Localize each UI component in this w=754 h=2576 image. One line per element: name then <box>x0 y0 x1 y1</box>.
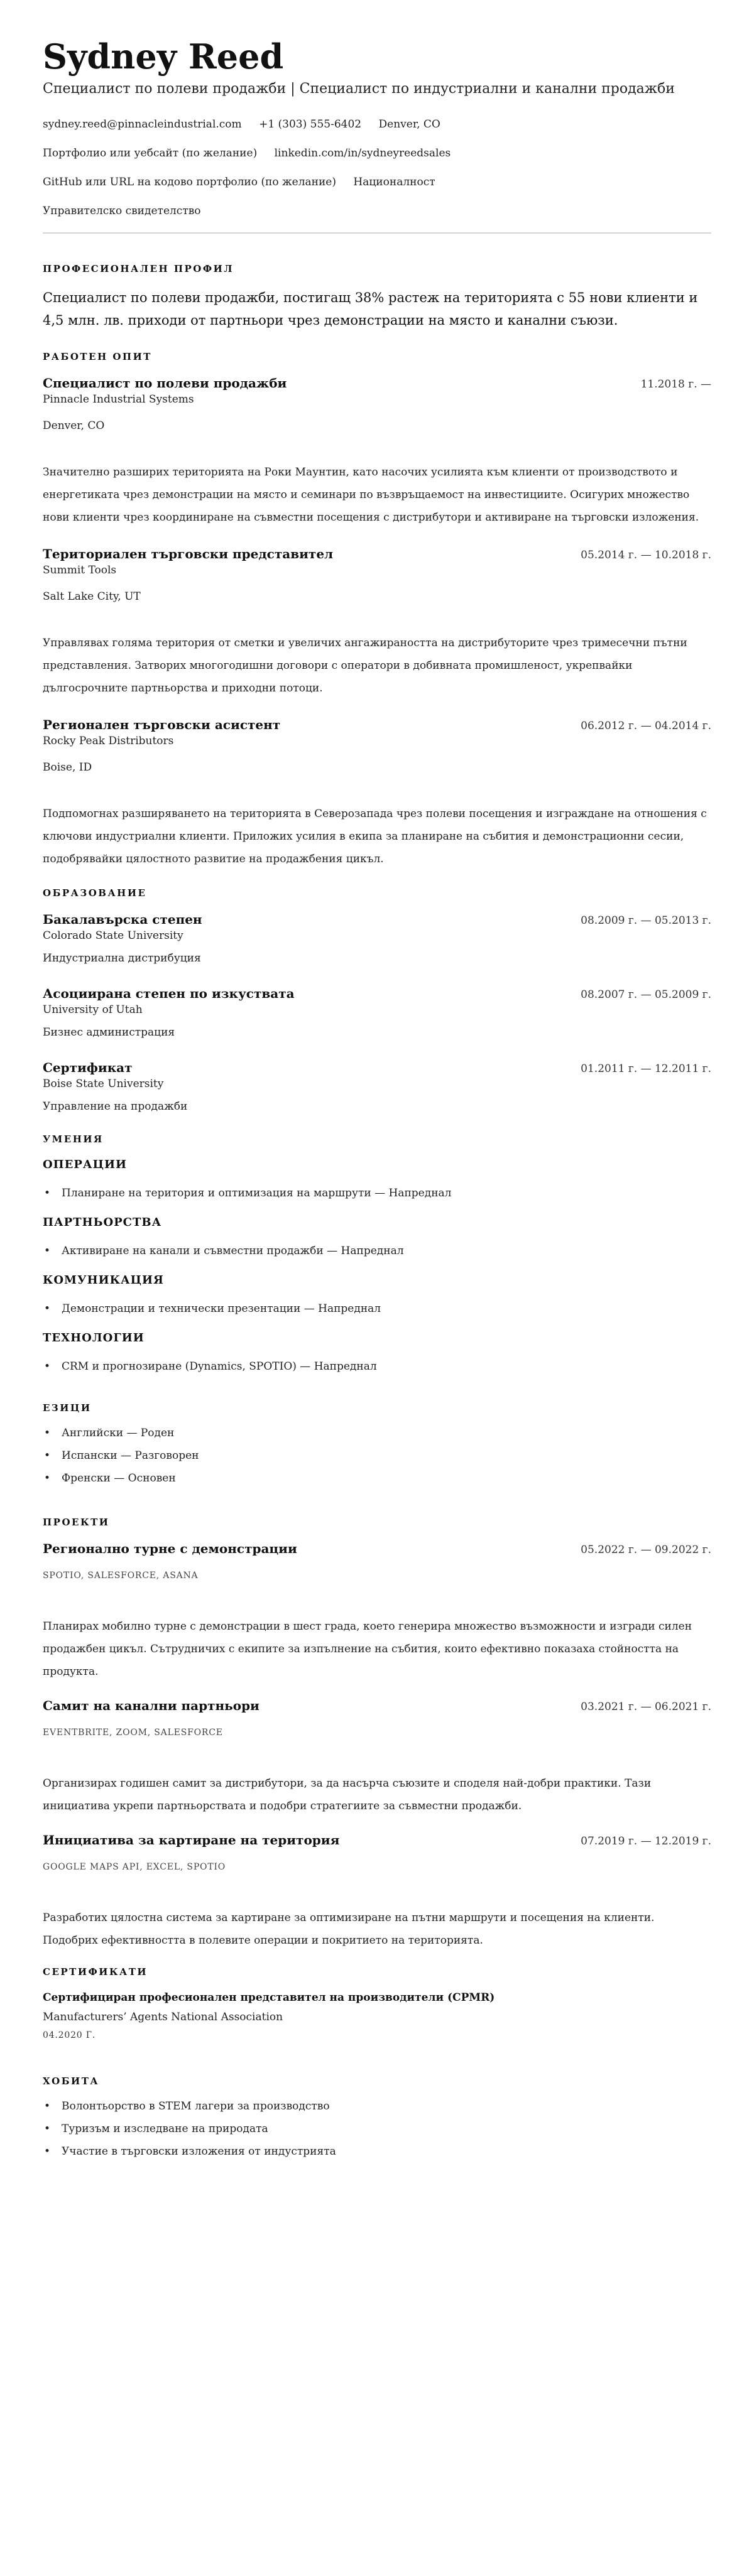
entry-header <box>43 985 711 1002</box>
company-name: Rocky Peak Distributors <box>43 735 174 747</box>
hobby-list <box>43 2099 711 2159</box>
language-list <box>43 1426 711 1486</box>
skill-group-title: ПАРТНЬОРСТВА <box>43 1216 162 1229</box>
section-title: ЕЗИЦИ <box>43 1402 92 1414</box>
skill-group-title: ОПЕРАЦИИ <box>43 1158 127 1171</box>
section-title: УМЕНИЯ <box>43 1134 104 1145</box>
skill-list <box>43 1186 711 1201</box>
degree-title: Бакалавърска степен <box>43 912 202 927</box>
project-description: Разработих цялостна система за картиране за оптимизиране на пътни маршрути и посещения на клиенти. Подобрих ефективността в полевите операции и покритието на територията. <box>43 1912 655 1947</box>
job-description: Подпомогнах разширяването на територията в Северозапада чрез полеви посещения и изграждане на отношения с ключови индустриални клиенти. Приложих усилия в екипа за планиране на събития и демонстрационни сесии, подобрявайки цялостното развитие на продажбения цикъл. <box>43 808 707 865</box>
experience-entry <box>43 545 711 700</box>
job-title: Териториален търговски представител <box>43 546 334 561</box>
candidate-headline: Специалист по полеви продажби | Специалист по индустриални и канални продажби <box>43 81 675 97</box>
language-item: • Испански — Разговорен <box>43 1448 711 1463</box>
skill-list <box>43 1301 711 1316</box>
skill-group-operations <box>43 1157 711 1201</box>
entry-header <box>43 716 711 733</box>
language-item: • Английски — Роден <box>43 1426 711 1441</box>
section-projects <box>43 1516 711 1952</box>
school-name: Boise State University <box>43 1078 164 1090</box>
hobby-item: • Туризъм и изследване на природата <box>43 2121 711 2136</box>
job-description: Управлявах голяма територия от сметки и увеличих ангажираността на дистрибуторите чрез тримесечни пътни представления. Затворих многогодишни договори с оператори в добивната промишленост, укрепвайки дългосрочните партньорства и приходни потоци. <box>43 637 687 695</box>
candidate-name: Sydney Reed <box>43 36 284 77</box>
skill-group-technology <box>43 1330 711 1374</box>
job-location: Salt Lake City, UT <box>43 590 141 603</box>
header-divider <box>43 232 711 234</box>
project-tech: GOOGLE MAPS API, EXCEL, SPOTIO <box>43 1862 226 1872</box>
entry-header <box>43 1697 711 1714</box>
company-name: Summit Tools <box>43 564 117 576</box>
job-description: Значително разширих територията на Роки Маунтин, като насочих усилията към клиенти от производството и енергетиката чрез демонстрации на място и семинари по възвръщаемост на инвестициите. Осигурих множество нови клиенти чрез координиране на съвместни посещения с дистрибутори и активиране на търговски изложения. <box>43 466 699 524</box>
section-title: ХОБИТА <box>43 2075 100 2087</box>
skill-group-title: КОМУНИКАЦИЯ <box>43 1274 164 1287</box>
school-name: University of Utah <box>43 1004 143 1016</box>
job-location: Denver, CO <box>43 419 105 432</box>
job-dates: 05.2014 г. — 10.2018 г. <box>581 549 711 561</box>
certification-issuer: Manufacturers’ Agents National Association <box>43 2011 283 2023</box>
experience-entry <box>43 374 711 529</box>
profile-summary: Специалист по полеви продажби, постигащ 38% растеж на територията с 55 нови клиенти и 4,5 млн. лв. приходи от партньори чрез демонстрации на място и канални съюзи. <box>43 290 698 328</box>
field-of-study: Индустриална дистрибуция <box>43 952 201 965</box>
section-profile <box>43 262 711 332</box>
project-name: Инициатива за картиране на територия <box>43 1832 340 1848</box>
skill-item: • Активиране на канали и съвместни продажби — Напреднал <box>43 1243 711 1258</box>
contact-nationality: Националност <box>353 176 435 188</box>
field-of-study: Бизнес администрация <box>43 1026 175 1039</box>
job-title: Регионален търговски асистент <box>43 717 281 732</box>
project-dates: 07.2019 г. — 12.2019 г. <box>581 1835 711 1848</box>
job-title: Специалист по полеви продажби <box>43 376 287 391</box>
project-entry <box>43 1697 711 1817</box>
contact-phone[interactable]: +1 (303) 555-6402 <box>259 118 362 131</box>
section-title: СЕРТИФИКАТИ <box>43 1966 148 1978</box>
company-name: Pinnacle Industrial Systems <box>43 393 194 406</box>
project-tech: SPOTIO, SALESFORCE, ASANA <box>43 1571 199 1581</box>
project-name: Регионално турне с демонстрации <box>43 1541 297 1556</box>
entry-header <box>43 1540 711 1557</box>
job-location: Boise, ID <box>43 761 92 774</box>
hobby-item: • Участие в търговски изложения от индустрията <box>43 2144 711 2159</box>
skill-group-partnerships <box>43 1215 711 1258</box>
project-tech: EVENTBRITE, ZOOM, SALESFORCE <box>43 1728 223 1738</box>
certification-date: 04.2020 Г. <box>43 2030 96 2040</box>
resume-header <box>43 36 711 219</box>
entry-header <box>43 1059 711 1076</box>
skill-list <box>43 1359 711 1374</box>
contact-row <box>43 175 711 190</box>
degree-title: Сертификат <box>43 1060 133 1075</box>
section-hobbies <box>43 2075 711 2159</box>
education-dates: 08.2009 г. — 05.2013 г. <box>581 914 711 927</box>
contact-github[interactable]: GitHub или URL на кодово портфолио (по желание) <box>43 176 336 188</box>
language-item: • Френски — Основен <box>43 1471 711 1486</box>
skill-item: • CRM и прогнозиране (Dynamics, SPOTIO) — Напреднал <box>43 1359 711 1374</box>
project-name: Самит на канални партньори <box>43 1698 260 1713</box>
field-of-study: Управление на продажби <box>43 1100 188 1113</box>
project-dates: 03.2021 г. — 06.2021 г. <box>581 1701 711 1713</box>
contact-info <box>43 117 711 219</box>
section-experience <box>43 350 711 870</box>
entry-header <box>43 1831 711 1849</box>
job-dates: 11.2018 г. — <box>640 378 711 391</box>
entry-header <box>43 545 711 563</box>
section-title: РАБОТЕН ОПИТ <box>43 351 152 362</box>
project-description: Планирах мобилно турне с демонстрации в шест града, което генерира множество възможности и изгради силен продажбен цикъл. Сътрудничих с екипите за изпълнение на събития, които ефективно показаха стойността на продукта. <box>43 1620 692 1678</box>
education-entry <box>43 1059 711 1114</box>
contact-row <box>43 146 711 161</box>
contact-linkedin[interactable]: linkedin.com/in/sydneyreedsales <box>274 147 451 160</box>
certification-entry <box>43 1989 711 2042</box>
contact-row <box>43 117 711 132</box>
education-dates: 08.2007 г. — 05.2009 г. <box>581 988 711 1001</box>
section-languages <box>43 1402 711 1486</box>
experience-entry <box>43 716 711 870</box>
contact-row <box>43 203 711 219</box>
contact-email[interactable]: sydney.reed@pinnacleindustrial.com <box>43 118 242 131</box>
entry-header <box>43 374 711 392</box>
education-dates: 01.2011 г. — 12.2011 г. <box>581 1063 711 1075</box>
section-title: ПРОЕКТИ <box>43 1517 110 1528</box>
skill-item: • Планиране на територия и оптимизация на маршрути — Напреднал <box>43 1186 711 1201</box>
hobby-item: • Волонтьорство в STEM лагери за производство <box>43 2099 711 2114</box>
certification-name: Сертифициран професионален представител на производители (CPMR) <box>43 1991 495 2004</box>
skill-item: • Демонстрации и технически презентации — Напреднал <box>43 1301 711 1316</box>
education-entry <box>43 985 711 1040</box>
degree-title: Асоциирана степен по изкуствата <box>43 986 295 1001</box>
job-dates: 06.2012 г. — 04.2014 г. <box>581 720 711 732</box>
section-skills <box>43 1133 711 1374</box>
entry-header <box>43 911 711 928</box>
education-entry <box>43 911 711 966</box>
section-title: ПРОФЕСИОНАЛЕН ПРОФИЛ <box>43 263 234 274</box>
project-description: Организирах годишен самит за дистрибутори, за да насърча съюзите и споделя най-добри практики. Тази инициатива укрепи партньорствата и подобри стратегиите за съвместни продажби. <box>43 1777 652 1812</box>
project-dates: 05.2022 г. — 09.2022 г. <box>581 1544 711 1556</box>
skill-group-communication <box>43 1272 711 1316</box>
skill-list <box>43 1243 711 1258</box>
contact-license: Управителско свидетелство <box>43 205 201 217</box>
skill-group-title: ТЕХНОЛОГИИ <box>43 1331 145 1345</box>
project-entry <box>43 1831 711 1952</box>
section-education <box>43 887 711 1114</box>
project-entry <box>43 1540 711 1683</box>
contact-portfolio[interactable]: Портфолио или уебсайт (по желание) <box>43 147 258 160</box>
school-name: Colorado State University <box>43 929 183 942</box>
section-title: ОБРАЗОВАНИЕ <box>43 887 147 899</box>
section-certifications <box>43 1966 711 2042</box>
contact-location: Denver, CO <box>378 118 440 131</box>
